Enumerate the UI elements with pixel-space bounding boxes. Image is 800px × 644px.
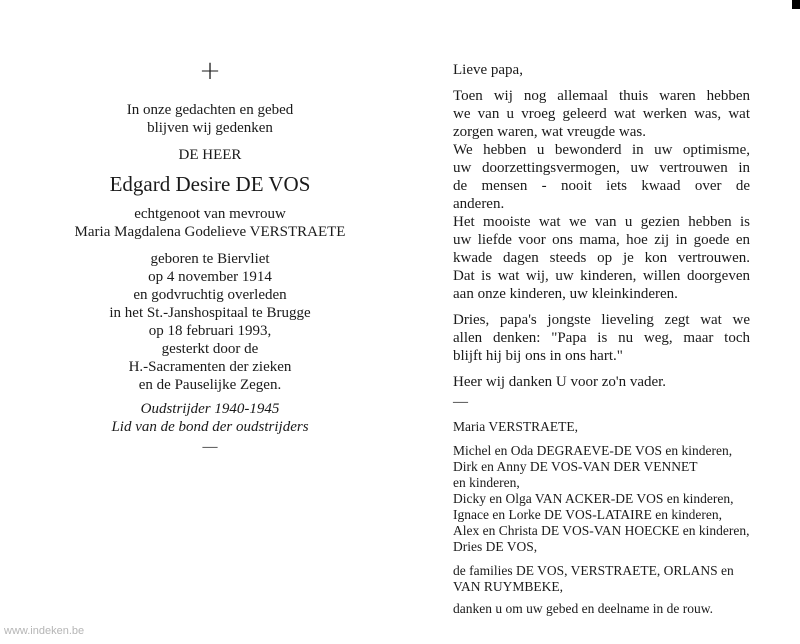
intro-line: In onze gedachten en gebed bbox=[126, 102, 294, 118]
family-list bbox=[453, 419, 750, 617]
text-line: Toen wij nog allemaal thuis waren hebben bbox=[453, 88, 750, 104]
detail-line: geboren te Biervliet bbox=[150, 251, 270, 267]
spouse-line: echtgenoot van mevrouw bbox=[134, 206, 286, 222]
text-line: Dries, papa's jongste lieveling zegt wat we bbox=[453, 312, 750, 328]
text-line: anderen. bbox=[453, 196, 505, 212]
detail-line: en de Pauselijke Zegen. bbox=[138, 377, 282, 393]
veteran-line: Oudstrijder 1940-1945 bbox=[140, 401, 280, 417]
paragraph-2 bbox=[453, 311, 750, 365]
text-line: we van u vroeg geleerd wat werken was, wat bbox=[453, 106, 750, 122]
text-line: Dat is wat wij, uw kinderen, willen doorgeven bbox=[453, 268, 750, 284]
text-line: We hebben u bewonderd in uw optimisme, bbox=[453, 142, 750, 158]
text-line: uw doorzettingsvermogen, uw vertrouwen in bbox=[453, 160, 750, 176]
detail-line: in het St.-Janshospitaal te Brugge bbox=[109, 305, 311, 321]
cross-icon: + bbox=[199, 56, 221, 86]
greeting: Lieve papa, bbox=[453, 62, 523, 78]
corner-mark bbox=[792, 0, 800, 9]
families-line: VAN RUYMBEKE, bbox=[453, 579, 564, 594]
text-line: aan onze kinderen, uw kleinkinderen. bbox=[453, 286, 678, 302]
text-line: uw liefde voor ons mama, hoe zij in goede en bbox=[453, 232, 750, 248]
child-line: Alex en Christa DE VOS-VAN HOECKE en kinderen, bbox=[453, 523, 750, 538]
text-line: Het mooiste wat we van u gezien hebben is bbox=[453, 214, 750, 230]
deceased-name: Edgard Desire DE VOS bbox=[109, 172, 311, 196]
families-line: de families DE VOS, VERSTRAETE, ORLANS en bbox=[453, 563, 734, 578]
left-column bbox=[60, 58, 360, 456]
text-line: kwade dagen steeds op je kon vertrouwen. bbox=[453, 250, 750, 266]
intro-line: blijven wij gedenken bbox=[147, 120, 273, 136]
divider-dash: — bbox=[202, 439, 218, 455]
detail-line: en godvruchtig overleden bbox=[133, 287, 287, 303]
thanks-line: Heer wij danken U voor zo'n vader. bbox=[453, 374, 667, 390]
child-line: Dries DE VOS, bbox=[453, 539, 538, 554]
paragraph-1 bbox=[453, 87, 750, 303]
child-line: Dicky en Olga VAN ACKER-DE VOS en kinderen, bbox=[453, 491, 734, 506]
text-line: blijft hij bij ons in ons hart." bbox=[453, 348, 623, 364]
detail-line: op 18 februari 1993, bbox=[148, 323, 272, 339]
text-line: de mensen - nooit iets kwaad over de bbox=[453, 178, 750, 194]
title-line: DE HEER bbox=[178, 147, 242, 163]
closing-line: danken u om uw gebed en deelname in de rouw. bbox=[453, 601, 714, 616]
child-line: Dirk en Anny DE VOS-VAN DER VENNET bbox=[453, 459, 698, 474]
right-column bbox=[453, 61, 750, 617]
spouse-name: Maria Magdalena Godelieve VERSTRAETE bbox=[74, 224, 346, 240]
text-line: allen denken: "Papa is nu weg, maar toch bbox=[453, 330, 750, 346]
divider-dash: — bbox=[453, 394, 468, 410]
watermark: www.indeken.be bbox=[4, 625, 85, 637]
child-line: Michel en Oda DEGRAEVE-DE VOS en kinderen, bbox=[453, 443, 733, 458]
detail-line: op 4 november 1914 bbox=[148, 269, 272, 285]
text-line: zorgen waren, wat vreugde was. bbox=[453, 124, 646, 140]
widow-line: Maria VERSTRAETE, bbox=[453, 419, 578, 434]
detail-line: gesterkt door de bbox=[161, 341, 259, 357]
detail-line: H.-Sacramenten der zieken bbox=[128, 359, 292, 375]
child-line: en kinderen, bbox=[453, 475, 520, 490]
veteran-line: Lid van de bond der oudstrijders bbox=[111, 419, 309, 435]
child-line: Ignace en Lorke DE VOS-LATAIRE en kinderen, bbox=[453, 507, 722, 522]
